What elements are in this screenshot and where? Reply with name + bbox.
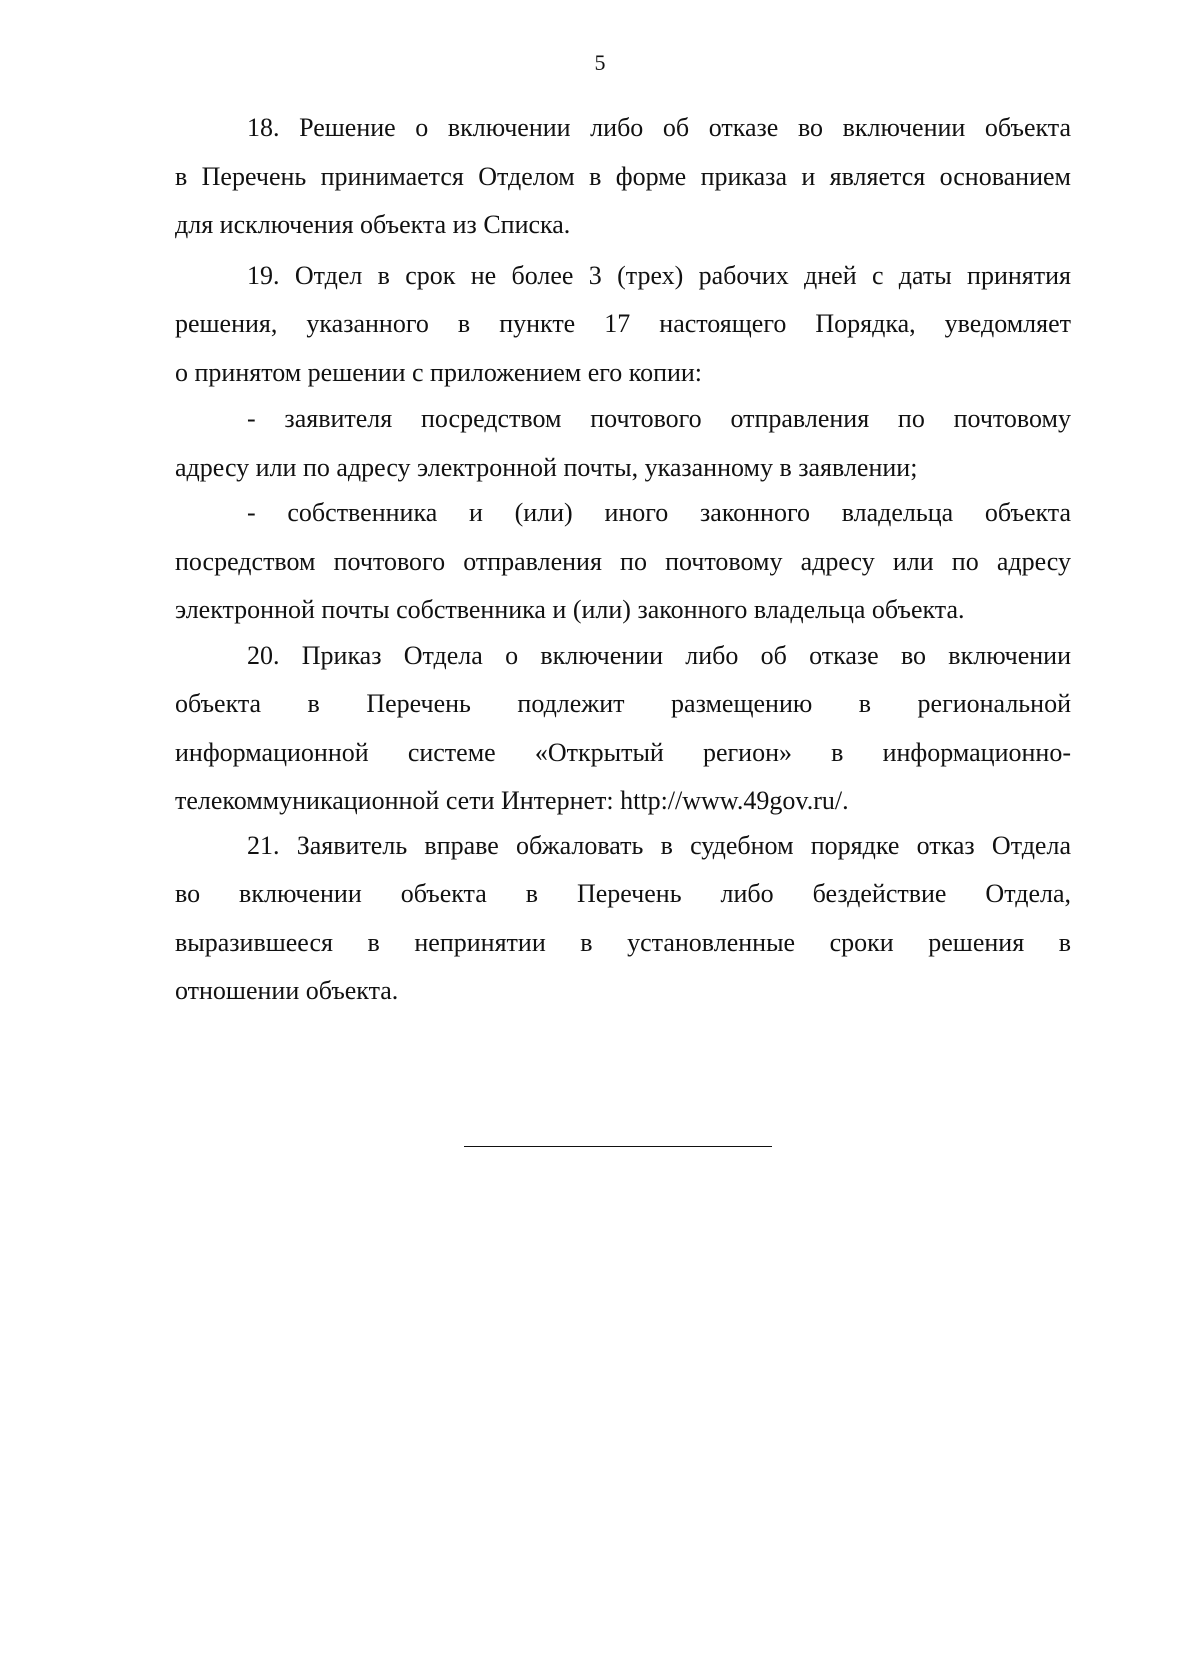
paragraph-line: 19. Отдел в срок не более 3 (трех) рабочих дней с даты принятия bbox=[247, 260, 1071, 290]
paragraph-line: о принятом решении с приложением его копии: bbox=[175, 357, 703, 387]
paragraph-line: информационной системе «Открытый регион» в информационно- bbox=[175, 737, 1071, 767]
paragraph-line: в Перечень принимается Отделом в форме приказа и является основанием bbox=[175, 161, 1071, 191]
paragraph-line: решения, указанного в пункте 17 настоящего Порядка, уведомляет bbox=[175, 309, 1071, 338]
paragraph-line: электронной почты собственника и (или) законного владельца объекта. bbox=[175, 595, 965, 624]
paragraph-line: объекта в Перечень подлежит размещению в региональной bbox=[175, 689, 1071, 718]
paragraph-line: отношении объекта. bbox=[175, 976, 399, 1005]
document-body bbox=[175, 104, 1071, 1016]
paragraph-18 bbox=[175, 104, 1071, 250]
paragraph-line: выразившееся в непринятии в установленные сроки решения в bbox=[175, 927, 1071, 957]
paragraph-line: телекоммуникационной сети Интернет: http://www.49gov.ru/. bbox=[175, 786, 849, 815]
paragraph-19-item-owner bbox=[175, 489, 1071, 635]
paragraph-20 bbox=[175, 632, 1071, 826]
paragraph-line: адресу или по адресу электронной почты, указанному в заявлении; bbox=[175, 452, 918, 482]
paragraph-line: - заявителя посредством почтового отправления по почтовому bbox=[247, 404, 1071, 433]
end-of-document-rule bbox=[464, 1146, 772, 1147]
paragraph-19-item-applicant bbox=[175, 395, 1071, 492]
page-number: 5 bbox=[594, 50, 606, 75]
paragraph-line: для исключения объекта из Списка. bbox=[175, 210, 571, 239]
paragraph-line: посредством почтового отправления по почтовому адресу или по адресу bbox=[175, 546, 1071, 576]
paragraph-line: 21. Заявитель вправе обжаловать в судебном порядке отказ Отдела bbox=[247, 830, 1071, 860]
paragraph-19 bbox=[175, 252, 1071, 398]
paragraph-line: 20. Приказ Отдела о включении либо об отказе во включении bbox=[247, 640, 1071, 670]
paragraph-line: во включении объекта в Перечень либо бездействие Отдела, bbox=[175, 879, 1071, 908]
paragraph-line: - собственника и (или) иного законного владельца объекта bbox=[247, 498, 1071, 527]
paragraph-21 bbox=[175, 822, 1071, 1016]
paragraph-line: 18. Решение о включении либо об отказе во включении объекта bbox=[247, 113, 1071, 142]
